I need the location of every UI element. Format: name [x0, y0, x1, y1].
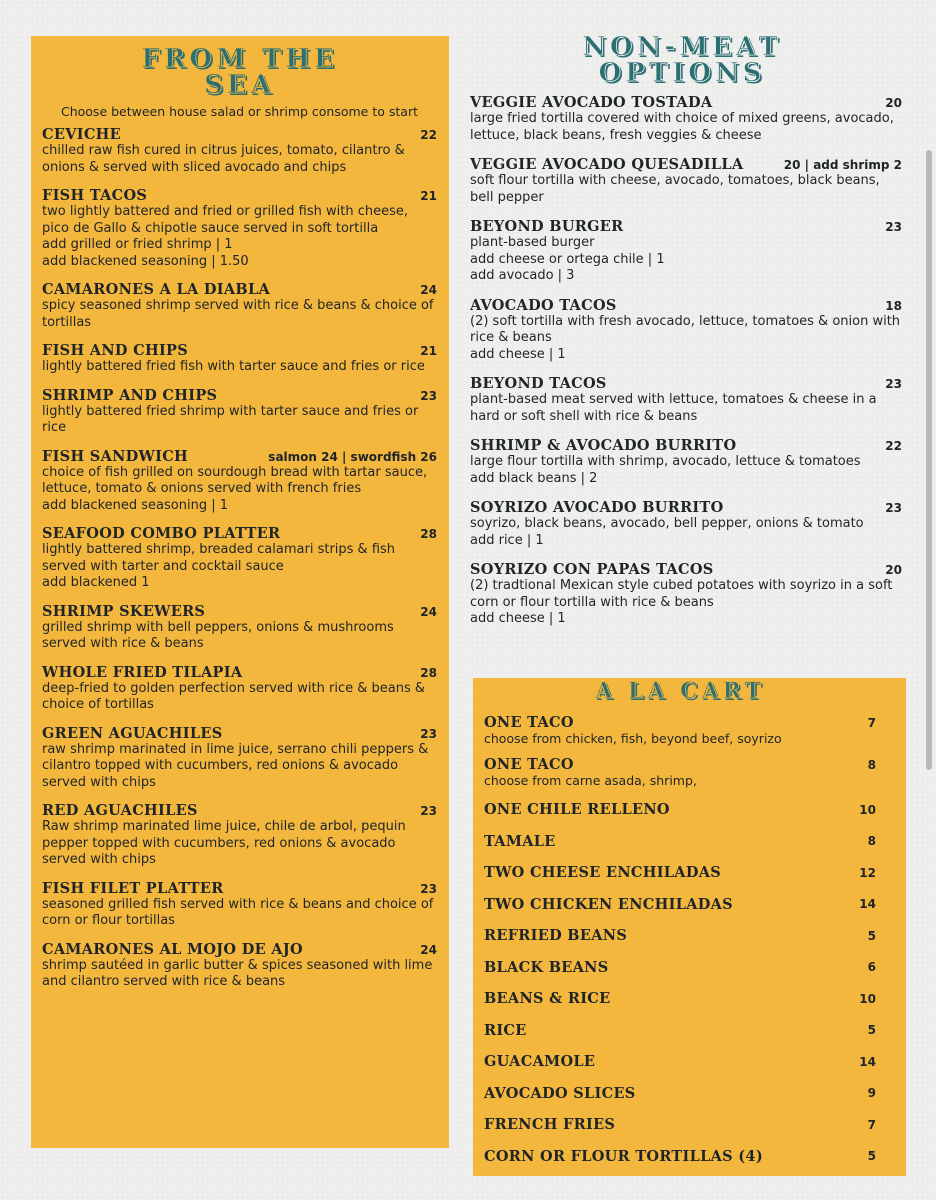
menu-item	[470, 94, 902, 144]
menu-item	[42, 342, 437, 376]
menu-item-header	[42, 126, 437, 143]
menu-item-price: 23	[885, 377, 902, 391]
menu-item	[484, 1109, 876, 1141]
menu-item-name: SHRIMP & AVOCADO BURRITO	[470, 437, 737, 454]
menu-item-price: 28	[420, 527, 437, 541]
menu-item-name: WHOLE FRIED TILAPIA	[42, 663, 243, 681]
menu-item	[470, 156, 902, 206]
menu-item-header	[484, 1015, 876, 1047]
menu-item-price: 22	[885, 439, 902, 453]
title-line: FROM THE	[141, 44, 338, 74]
scrollbar-thumb[interactable]	[926, 150, 932, 770]
menu-item-header	[484, 889, 876, 921]
menu-item-description: deep-fried to golden perfection served with rice & beans & choice of tortillas	[42, 680, 425, 712]
menu-item-price: 23	[885, 220, 902, 234]
menu-item-name: AVOCADO TACOS	[470, 296, 617, 314]
menu-item	[42, 387, 437, 437]
menu-item-name: FISH SANDWICH	[42, 447, 189, 465]
menu-item-price: 21	[420, 344, 437, 358]
menu-item	[484, 1015, 876, 1047]
menu-item-name: VEGGIE AVOCADO TOSTADA	[470, 94, 713, 111]
menu-item-addon: add grilled or fried shrimp | 1	[42, 237, 233, 252]
menu-item-description: two lightly battered and fried or grilled fish with cheese, pico de Gallo & chipotle sauce served in soft tortilla	[42, 204, 408, 236]
menu-item	[484, 1141, 876, 1173]
menu-item-price: 20 | add shrimp 2	[783, 158, 902, 172]
menu-item	[470, 218, 902, 285]
menu-item-price: 23	[420, 388, 437, 403]
a-la-cart-section	[473, 678, 906, 1176]
menu-item	[42, 941, 437, 991]
menu-item-price: 14	[859, 897, 876, 912]
menu-item-name: GREEN AGUACHILES	[42, 724, 223, 742]
menu-item-description: shrimp sautéed in garlic butter & spices seasoned with lime and cilantro served with rice & beans	[42, 957, 433, 989]
menu-item	[42, 126, 437, 176]
menu-item-price: 5	[867, 1023, 876, 1038]
menu-item-header	[42, 603, 437, 620]
menu-item-description: large fried tortilla covered with choice of mixed greens, avocado, lettuce, black beans, fresh veggies & cheese	[470, 111, 894, 143]
menu-item-price: 23	[420, 881, 437, 896]
menu-item-addon: add black beans | 2	[470, 470, 598, 486]
menu-item-name: SEAFOOD COMBO PLATTER	[42, 525, 281, 542]
menu-item-header	[484, 1046, 876, 1078]
menu-item-name: BEANS & RICE	[484, 990, 611, 1008]
menu-item-description: lightly battered shrimp, breaded calamari strips & fish served with tarter and cocktail sauce	[42, 542, 396, 574]
menu-item-price: 14	[859, 1054, 876, 1069]
menu-item-header	[42, 525, 437, 542]
menu-item-description: plant-based meat served with lettuce, tomatoes & cheese in a hard or soft shell with rice & beans	[470, 392, 877, 424]
menu-item-name: SHRIMP SKEWERS	[42, 602, 206, 620]
menu-item-description: (2) tradtional Mexican style cubed potatoes with soyrizo in a soft corn or flour tortilla with rice & beans	[470, 578, 893, 610]
menu-item-name: BLACK BEANS	[484, 958, 609, 976]
menu-item	[42, 187, 437, 270]
menu-item-header	[42, 725, 437, 742]
title-line: OPTIONS	[598, 58, 766, 88]
menu-item-price: 20	[885, 563, 902, 577]
menu-item-name: SHRIMP AND CHIPS	[42, 386, 218, 404]
menu-item-addon: add blackened 1	[42, 575, 150, 590]
menu-item-header	[42, 448, 437, 465]
menu-item-price: 10	[859, 802, 876, 817]
menu-item-name: CORN OR FLOUR TORTILLAS (4)	[484, 1147, 763, 1165]
title-line: SEA	[204, 70, 275, 100]
menu-item-price: 5	[867, 928, 876, 943]
menu-item	[42, 448, 437, 515]
menu-item-header	[42, 387, 437, 404]
menu-item	[42, 603, 437, 653]
menu-item-header	[470, 561, 902, 578]
menu-item	[470, 561, 902, 628]
menu-item-description: soft flour tortilla with cheese, avocado, tomatoes, black beans, bell pepper	[470, 173, 880, 205]
menu-item-price: 23	[885, 501, 902, 515]
menu-item	[484, 752, 876, 789]
menu-item-description: seasoned grilled fish served with rice & beans and choice of corn or flour tortillas	[42, 896, 434, 928]
menu-item-name: RED AGUACHILES	[42, 802, 198, 819]
menu-item	[42, 664, 437, 714]
menu-item-header	[484, 710, 876, 731]
menu-item	[484, 952, 876, 984]
menu-item-name: CEVICHE	[42, 126, 122, 143]
menu-item	[470, 375, 902, 425]
menu-item	[484, 889, 876, 921]
menu-item-header	[470, 375, 902, 392]
menu-item-addon: add cheese | 1	[470, 346, 566, 362]
menu-item	[470, 499, 902, 549]
scrollbar[interactable]	[926, 150, 932, 770]
menu-item	[484, 826, 876, 858]
menu-item	[484, 857, 876, 889]
menu-item-addon: add blackened seasoning | 1.50	[42, 253, 249, 269]
menu-item-name: RICE	[484, 1021, 527, 1039]
menu-item-name: GUACAMOLE	[484, 1053, 596, 1071]
menu-item-price: 10	[859, 991, 876, 1006]
menu-item	[42, 525, 437, 592]
from-the-sea-title	[42, 46, 437, 98]
menu-item-name: FRENCH FRIES	[484, 1116, 616, 1134]
menu-item-description: large flour tortilla with shrimp, avocado, lettuce & tomatoes	[470, 454, 861, 469]
cart-item-list	[484, 710, 876, 1172]
menu-item-header	[484, 1078, 876, 1110]
menu-item-name: BEYOND TACOS	[470, 375, 607, 392]
menu-item-header	[42, 187, 437, 204]
menu-item-header	[42, 941, 437, 958]
menu-item-header	[484, 1141, 876, 1173]
menu-item-header	[470, 297, 902, 314]
menu-item	[484, 1078, 876, 1110]
menu-item-name: ONE TACO	[484, 714, 574, 731]
menu-item-name: FISH AND CHIPS	[42, 342, 189, 359]
menu-item-name: TAMALE	[484, 832, 556, 850]
menu-item-header	[484, 752, 876, 773]
non-meat-section	[462, 30, 902, 665]
menu-item	[42, 802, 437, 869]
menu-item-name: AVOCADO SLICES	[484, 1084, 636, 1102]
menu-item-addon: add rice | 1	[470, 532, 544, 548]
menu-item-description: choice of fish grilled on sourdough bread with tartar sauce, lettuce, tomato & onions served with french fries	[42, 464, 428, 496]
menu-item-header	[484, 1109, 876, 1141]
menu-item-description: choose from chicken, fish, beyond beef, soyrizo	[484, 731, 782, 746]
menu-item	[470, 437, 902, 487]
menu-item-price: 28	[420, 665, 437, 680]
menu-item-name: ONE CHILE RELLENO	[484, 801, 670, 819]
menu-item-name: SOYRIZO AVOCADO BURRITO	[470, 499, 724, 516]
menu-item-header	[470, 156, 902, 173]
sea-intro: Choose between house salad or shrimp consome to start	[60, 104, 418, 119]
menu-item-price: 6	[867, 960, 876, 975]
menu-item-header	[484, 920, 876, 952]
menu-item	[484, 920, 876, 952]
menu-item-price: 5	[867, 1149, 876, 1164]
menu-item-header	[484, 857, 876, 889]
menu-item	[484, 983, 876, 1015]
menu-item-name: ONE TACO	[484, 756, 574, 773]
menu-item-price: 24	[420, 942, 437, 957]
menu-item-price: 12	[859, 865, 876, 880]
menu-item-name: FISH FILET PLATTER	[42, 879, 224, 897]
menu-item	[470, 297, 902, 364]
menu-item	[42, 725, 437, 792]
menu-item-name: TWO CHEESE ENCHILADAS	[484, 864, 722, 882]
menu-item-header	[484, 826, 876, 858]
menu-item	[42, 281, 437, 331]
menu-item-price: 8	[867, 757, 876, 772]
menu-item	[484, 1046, 876, 1078]
menu-item-addon: add cheese | 1	[470, 611, 566, 626]
a-la-cart-title: A LA CART	[595, 678, 765, 704]
menu-item-name: CAMARONES AL MOJO DE AJO	[42, 940, 303, 958]
non-meat-title	[462, 34, 902, 86]
menu-item-header	[484, 952, 876, 984]
menu-item-name: BEYOND BURGER	[470, 218, 624, 235]
menu-item-price: 23	[420, 804, 437, 818]
menu-item-description: soyrizo, black beans, avocado, bell pepper, onions & tomato	[470, 516, 864, 531]
menu-item-addon: add cheese or ortega chile | 1	[470, 251, 665, 267]
menu-item-header	[42, 281, 437, 298]
menu-item-price: 9	[867, 1086, 876, 1101]
menu-item	[484, 710, 876, 747]
menu-item-price: 24	[420, 604, 437, 619]
menu-item-name: CAMARONES A LA DIABLA	[42, 281, 270, 298]
menu-item-description: raw shrimp marinated in lime juice, serrano chili peppers & cilantro topped with cucumbers, red onions & avocado served with chips	[42, 741, 429, 790]
menu-item-name: SOYRIZO CON PAPAS TACOS	[470, 561, 714, 578]
menu-item-header	[470, 437, 902, 454]
menu-item-header	[42, 880, 437, 897]
menu-item-description: grilled shrimp with bell peppers, onions & mushrooms served with rice & beans	[42, 619, 394, 651]
menu-item-addon: add avocado | 3	[470, 268, 575, 283]
menu-item-price: 7	[867, 715, 876, 730]
menu-item-price: 23	[420, 726, 437, 741]
menu-item-description: chilled raw fish cured in citrus juices, tomato, cilantro & onions & served with sliced avocado and chips	[42, 143, 405, 175]
menu-item-price: 21	[420, 189, 437, 203]
menu-item-price: 24	[420, 283, 437, 297]
from-the-sea-section	[31, 36, 449, 1148]
menu-item-price: 7	[867, 1117, 876, 1132]
menu-item-description: choose from carne asada, shrimp,	[484, 773, 697, 788]
menu-item-description: lightly battered fried shrimp with tarter sauce and fries or rice	[42, 403, 419, 435]
menu-item-price: 22	[420, 128, 437, 142]
menu-item-header	[470, 218, 902, 235]
menu-item-header	[42, 664, 437, 681]
sea-item-list	[42, 126, 437, 991]
menu-item-description: Raw shrimp marinated lime juice, chile de arbol, pequin pepper topped with cucumbers, red onions & avocado served with chips	[42, 819, 406, 867]
menu-item-name: TWO CHICKEN ENCHILADAS	[484, 895, 733, 913]
menu-item	[484, 794, 876, 826]
title-line: NON-MEAT	[582, 32, 782, 62]
menu-item-price: 8	[867, 834, 876, 849]
menu-item-description: lightly battered fried fish with tarter sauce and fries or rice	[42, 359, 425, 374]
non-meat-item-list	[462, 94, 902, 628]
menu-item-price: 18	[885, 298, 902, 313]
menu-item-price: salmon 24 | swordfish 26	[268, 449, 437, 464]
menu-item-description: spicy seasoned shrimp served with rice & beans & choice of tortillas	[42, 298, 434, 330]
menu-item-header	[42, 342, 437, 359]
menu-item-header	[470, 499, 902, 516]
menu-item-header	[42, 802, 437, 819]
menu-item-addon: add blackened seasoning | 1	[42, 497, 228, 513]
menu-item-name: VEGGIE AVOCADO QUESADILLA	[470, 156, 744, 173]
menu-item-description: plant-based burger	[470, 235, 595, 250]
menu-item-name: REFRIED BEANS	[484, 927, 628, 945]
menu-item-description: (2) soft tortilla with fresh avocado, lettuce, tomatoes & onion with rice & beans	[470, 313, 901, 345]
menu-item-price: 20	[885, 96, 902, 110]
menu-item-header	[484, 794, 876, 826]
menu-item	[42, 880, 437, 930]
menu-item-header	[470, 94, 902, 111]
menu-item-header	[484, 983, 876, 1015]
menu-item-name: FISH TACOS	[42, 187, 148, 204]
